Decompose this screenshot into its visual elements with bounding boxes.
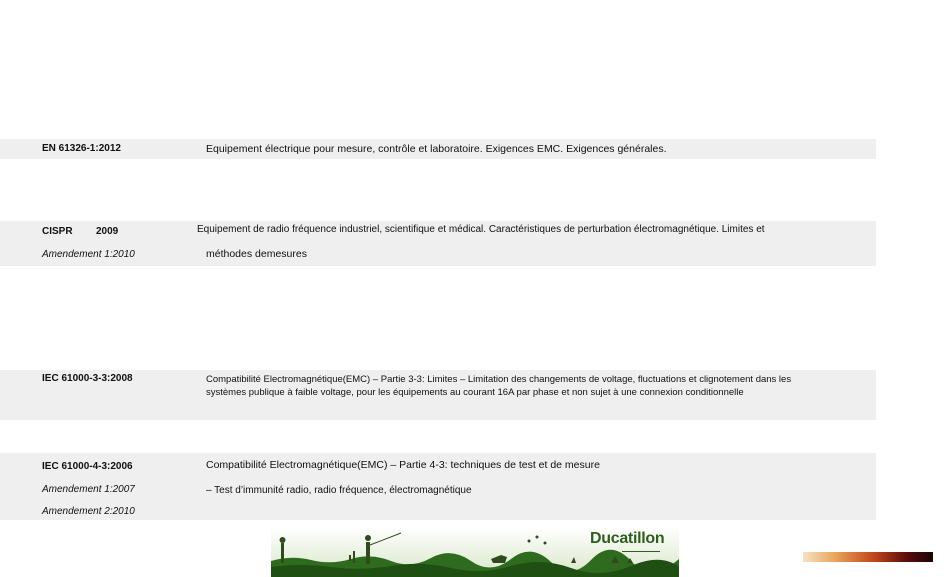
brand-name: Ducatillon [590,530,665,547]
brand-underline [622,551,660,552]
standard-code: IEC 61000-3-3:2008 [42,373,133,384]
standard-code: CISPR [42,226,73,237]
standard-amendment-1: Amendement 1:2007 [42,484,135,495]
standard-description-line2: – Test d’immunité radio, radio fréquence, électromagnétique [206,485,472,496]
standard-amendment-2: Amendement 2:2010 [42,506,135,517]
standard-description: Equipement électrique pour mesure, contrôle et laboratoire. Exigences EMC. Exigences générales. [206,143,667,155]
standard-year: 2009 [96,226,119,237]
decorative-gradient-bar [803,552,933,562]
standard-description-line1: Equipement de radio fréquence industriel, scientifique et médical. Caractéristiques de perturbation électromagnétique. Limites et [197,224,765,235]
standard-code: IEC 61000-4-3:2006 [42,461,133,472]
standard-description-line1: Compatibilité Electromagnétique(EMC) – Partie 4-3: techniques de test et de mesure [206,459,600,471]
brand-logo [590,530,664,548]
standard-amendment: Amendement 1:2010 [42,249,135,260]
standard-code: EN 61326-1:2012 [42,143,121,154]
standard-description-line2: méthodes demesures [206,248,307,260]
standard-description: Compatibilité Electromagnétique(EMC) – Partie 3-3: Limites – Limitation des changements de voltage, fluctuations et clignotement dans les systèmes publique à faible voltage, pour les équipements au courant 16A par phase et non sujet à une connexion conditionnelle [206,374,792,398]
